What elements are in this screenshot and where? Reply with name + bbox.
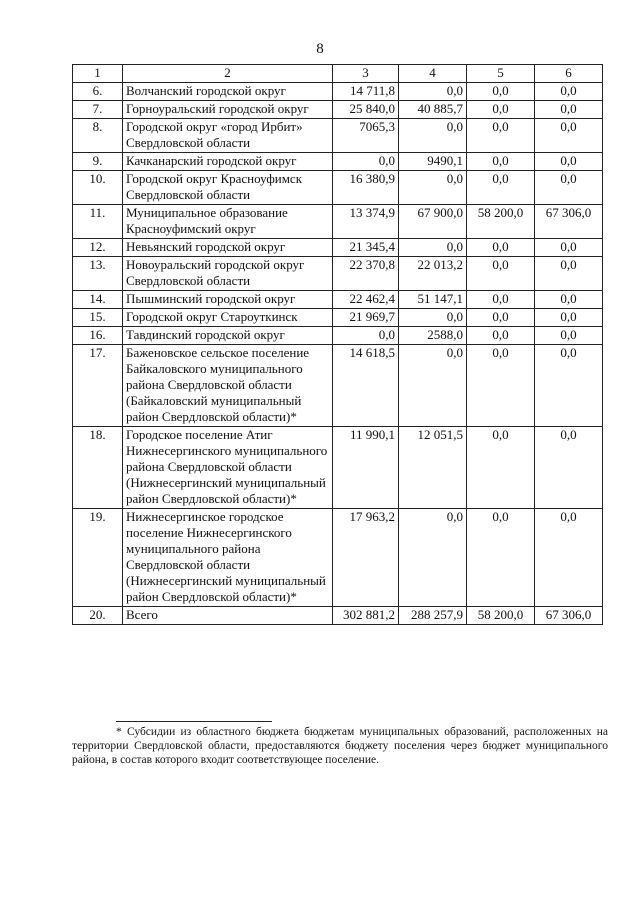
col3-value-cell: 25 840,0	[333, 101, 399, 119]
table-row	[73, 101, 603, 119]
col3-value-cell: 14 711,8	[333, 83, 399, 101]
col3-value-cell: 7065,3	[333, 119, 399, 153]
municipality-cell: Новоуральский городской округ Свердловской области	[123, 257, 333, 291]
table-body	[73, 83, 603, 625]
col3-value-cell: 22 462,4	[333, 291, 399, 309]
table-row	[73, 607, 603, 625]
col5-value-cell: 0,0	[467, 309, 535, 327]
header-cell: 2	[123, 65, 333, 83]
col4-value-cell: 0,0	[399, 509, 467, 607]
col6-value-cell: 0,0	[535, 83, 603, 101]
col6-value-cell: 67 306,0	[535, 607, 603, 625]
col6-value-cell: 0,0	[535, 327, 603, 345]
table-row	[73, 153, 603, 171]
municipality-cell: Городской округ Староуткинск	[123, 309, 333, 327]
municipality-cell: Волчанский городской округ	[123, 83, 333, 101]
col3-value-cell: 21 969,7	[333, 309, 399, 327]
col3-value-cell: 302 881,2	[333, 607, 399, 625]
col6-value-cell: 0,0	[535, 171, 603, 205]
header-cell: 5	[467, 65, 535, 83]
row-number-cell: 20.	[73, 607, 123, 625]
municipality-cell: Тавдинский городской округ	[123, 327, 333, 345]
col6-value-cell: 0,0	[535, 309, 603, 327]
row-number-cell: 14.	[73, 291, 123, 309]
col4-value-cell: 0,0	[399, 171, 467, 205]
col5-value-cell: 58 200,0	[467, 607, 535, 625]
municipality-cell: Всего	[123, 607, 333, 625]
col5-value-cell: 0,0	[467, 171, 535, 205]
col4-value-cell: 12 051,5	[399, 427, 467, 509]
table-row	[73, 309, 603, 327]
col3-value-cell: 14 618,5	[333, 345, 399, 427]
col3-value-cell: 13 374,9	[333, 205, 399, 239]
col4-value-cell: 51 147,1	[399, 291, 467, 309]
table-row	[73, 509, 603, 607]
col4-value-cell: 2588,0	[399, 327, 467, 345]
col6-value-cell: 0,0	[535, 257, 603, 291]
table-row	[73, 291, 603, 309]
col6-value-cell: 0,0	[535, 153, 603, 171]
col3-value-cell: 16 380,9	[333, 171, 399, 205]
header-cell: 6	[535, 65, 603, 83]
col4-value-cell: 22 013,2	[399, 257, 467, 291]
table-row	[73, 327, 603, 345]
col5-value-cell: 58 200,0	[467, 205, 535, 239]
col3-value-cell: 22 370,8	[333, 257, 399, 291]
col4-value-cell: 67 900,0	[399, 205, 467, 239]
row-number-cell: 6.	[73, 83, 123, 101]
row-number-cell: 19.	[73, 509, 123, 607]
col4-value-cell: 0,0	[399, 345, 467, 427]
municipality-cell: Городской округ Красноуфимск Свердловской области	[123, 171, 333, 205]
col5-value-cell: 0,0	[467, 327, 535, 345]
col4-value-cell: 9490,1	[399, 153, 467, 171]
row-number-cell: 7.	[73, 101, 123, 119]
row-number-cell: 13.	[73, 257, 123, 291]
subsidy-table	[72, 64, 603, 625]
table-row	[73, 205, 603, 239]
col6-value-cell: 0,0	[535, 427, 603, 509]
table-row	[73, 119, 603, 153]
municipality-cell: Невьянский городской округ	[123, 239, 333, 257]
col6-value-cell: 0,0	[535, 509, 603, 607]
header-cell: 4	[399, 65, 467, 83]
col6-value-cell: 0,0	[535, 345, 603, 427]
row-number-cell: 18.	[73, 427, 123, 509]
col6-value-cell: 0,0	[535, 291, 603, 309]
municipality-cell: Качканарский городской округ	[123, 153, 333, 171]
row-number-cell: 16.	[73, 327, 123, 345]
col4-value-cell: 0,0	[399, 239, 467, 257]
col4-value-cell: 0,0	[399, 119, 467, 153]
header-cell: 3	[333, 65, 399, 83]
col5-value-cell: 0,0	[467, 257, 535, 291]
table-header-row	[73, 65, 603, 83]
col6-value-cell: 0,0	[535, 101, 603, 119]
row-number-cell: 8.	[73, 119, 123, 153]
municipality-cell: Горноуральский городской округ	[123, 101, 333, 119]
col5-value-cell: 0,0	[467, 119, 535, 153]
row-number-cell: 10.	[73, 171, 123, 205]
col4-value-cell: 0,0	[399, 83, 467, 101]
municipality-cell: Нижнесергинское городское поселение Нижнесергинского муниципального района Свердловской области (Нижнесергинский муниципальный район Свердловской области)*	[123, 509, 333, 607]
footnote-divider	[116, 721, 272, 722]
col6-value-cell: 67 306,0	[535, 205, 603, 239]
table-row	[73, 257, 603, 291]
header-cell: 1	[73, 65, 123, 83]
col5-value-cell: 0,0	[467, 345, 535, 427]
page-number: 8	[316, 41, 324, 57]
table-row	[73, 171, 603, 205]
row-number-cell: 17.	[73, 345, 123, 427]
col3-value-cell: 11 990,1	[333, 427, 399, 509]
col6-value-cell: 0,0	[535, 239, 603, 257]
row-number-cell: 12.	[73, 239, 123, 257]
table-row	[73, 83, 603, 101]
col6-value-cell: 0,0	[535, 119, 603, 153]
row-number-cell: 15.	[73, 309, 123, 327]
col5-value-cell: 0,0	[467, 509, 535, 607]
footnote: * Субсидии из областного бюджета бюджетам муниципальных образований, расположенных на территории Свердловской области, предоставляются бюджету поселения через бюджет муниципального района, в состав которого входит соответствующее поселение.	[72, 726, 608, 766]
col3-value-cell: 0,0	[333, 327, 399, 345]
col5-value-cell: 0,0	[467, 153, 535, 171]
col4-value-cell: 0,0	[399, 309, 467, 327]
col4-value-cell: 288 257,9	[399, 607, 467, 625]
municipality-cell: Муниципальное образование Красноуфимский округ	[123, 205, 333, 239]
municipality-cell: Городской округ «город Ирбит» Свердловской области	[123, 119, 333, 153]
municipality-cell: Баженовское сельское поселение Байкаловского муниципального района Свердловской области (Байкаловский муниципальный район Свердловской области)*	[123, 345, 333, 427]
col3-value-cell: 0,0	[333, 153, 399, 171]
table-row	[73, 345, 603, 427]
col5-value-cell: 0,0	[467, 83, 535, 101]
col5-value-cell: 0,0	[467, 101, 535, 119]
row-number-cell: 9.	[73, 153, 123, 171]
col3-value-cell: 21 345,4	[333, 239, 399, 257]
table-row	[73, 427, 603, 509]
col4-value-cell: 40 885,7	[399, 101, 467, 119]
municipality-cell: Городское поселение Атиг Нижнесергинского муниципального района Свердловской области (Нижнесергинский муниципальный район Свердловской области)*	[123, 427, 333, 509]
col3-value-cell: 17 963,2	[333, 509, 399, 607]
municipality-cell: Пышминский городской округ	[123, 291, 333, 309]
col5-value-cell: 0,0	[467, 427, 535, 509]
row-number-cell: 11.	[73, 205, 123, 239]
col5-value-cell: 0,0	[467, 239, 535, 257]
col5-value-cell: 0,0	[467, 291, 535, 309]
table-row	[73, 239, 603, 257]
